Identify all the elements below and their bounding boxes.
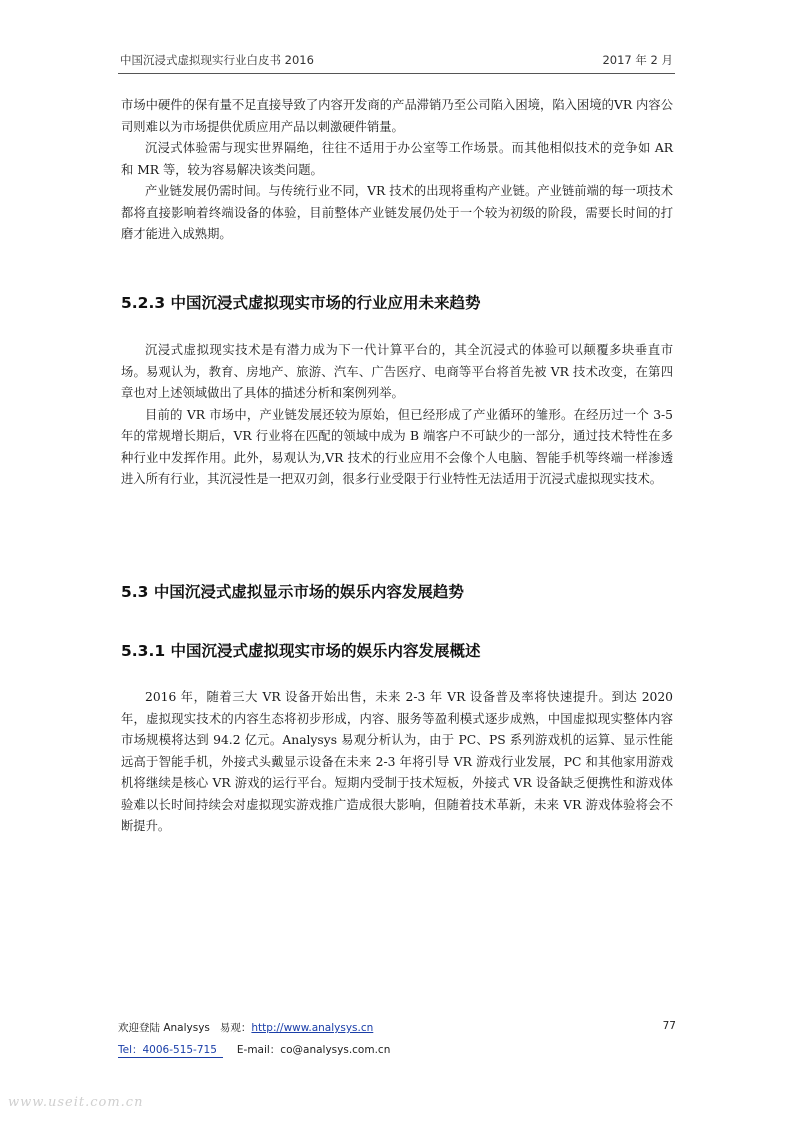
section-heading-5-2-3: 5.2.3 中国沉浸式虚拟现实市场的行业应用未来趋势: [121, 294, 481, 312]
website-link[interactable]: http://www.analysys.cn: [251, 1022, 374, 1034]
section-5-3-1-body: [121, 687, 673, 838]
footer-row-phone: [118, 1042, 390, 1058]
document-date: 2017 年 2 月: [602, 53, 673, 67]
paragraph: 2016 年，随着三大 VR 设备开始出售，未来 2-3 年 VR 设备普及率将快速提升。到达 2020 年，虚拟现实技术的内容生态将初步形成，内容、服务等盈利模式逐步成熟，中国虚拟现实整体内容市场规模将达到 94.2 亿元。Analysys 易观分析认为，由于 PC、PS 系列游戏机的运算、显示性能远高于智能手机，外接式头戴显示设备在未来 2-3 年将引导 VR 游戏行业发展，PC 和其他家用游戏机将继续是核心 VR 游戏的运行平台。短期内受制于技术短板，外接式 VR 设备缺乏便携性和游戏体验难以长时间持续会对虚拟现实游戏推广造成很大影响，但随着技术革新，未来 VR 游戏体验将会不断提升。: [121, 690, 673, 833]
page-number: 77: [662, 1020, 676, 1032]
intro-section: [121, 95, 673, 246]
paragraph: 沉浸式体验需与现实世界隔绝，往往不适用于办公室等工作场景。而其他相似技术的竞争如 AR 和 MR 等，较为容易解决该类问题。: [121, 141, 673, 177]
paragraph: 沉浸式虚拟现实技术是有潜力成为下一代计算平台的，其全沉浸式的体验可以颠覆多块垂直市场。易观认为，教育、房地产、旅游、汽车、广告医疗、电商等平台将首先被 VR 技术改变，在第四章也对上述领域做出了具体的描述分析和案例列举。: [121, 343, 673, 400]
watermark: www.useit.com.cn: [8, 1095, 144, 1110]
email-address: E-mail：co@analysys.com.cn: [236, 1044, 391, 1056]
section-heading-5-3-1: 5.3.1 中国沉浸式虚拟现实市场的娱乐内容发展概述: [121, 642, 481, 660]
document-title: 中国沉浸式虚拟现实行业白皮书 2016: [120, 53, 314, 67]
paragraph: 市场中硬件的保有量不足直接导致了内容开发商的产品滞销乃至公司陷入困境，陷入困境的VR 内容公司则难以为市场提供优质应用产品以刺激硬件销量。: [121, 98, 673, 134]
phone-number: Tel：4006-515-715: [118, 1042, 223, 1058]
paragraph: 产业链发展仍需时间。与传统行业不同，VR 技术的出现将重构产业链。产业链前端的每一项技术都将直接影响着终端设备的体验，目前整体产业链发展仍处于一个较为初级的阶段，需要长时间的打磨才能进入成熟期。: [121, 184, 673, 241]
footer-welcome: 欢迎登陆 Analysys: [118, 1022, 210, 1034]
paragraph: 目前的 VR 市场中，产业链发展还较为原始，但已经形成了产业循环的雏形。在经历过一个 3-5 年的常规增长期后，VR 行业将在匹配的领域中成为 B 端客户不可缺少的一部分，通过技术特性在多种行业中发挥作用。此外，易观认为,VR 技术的行业应用不会像个人电脑、智能手机等终端一样渗透进入所有行业，其沉浸性是一把双刃剑，很多行业受限于行业特性无法适用于沉浸式虚拟现实技术。: [121, 407, 673, 486]
footer-row-contact: [118, 1020, 373, 1035]
section-5-2-3-body: [121, 340, 673, 491]
section-heading-5-3: 5.3 中国沉浸式虚拟显示市场的娱乐内容发展趋势: [121, 583, 464, 601]
footer-brand: 易观：: [219, 1022, 252, 1034]
header-divider: [118, 73, 675, 74]
